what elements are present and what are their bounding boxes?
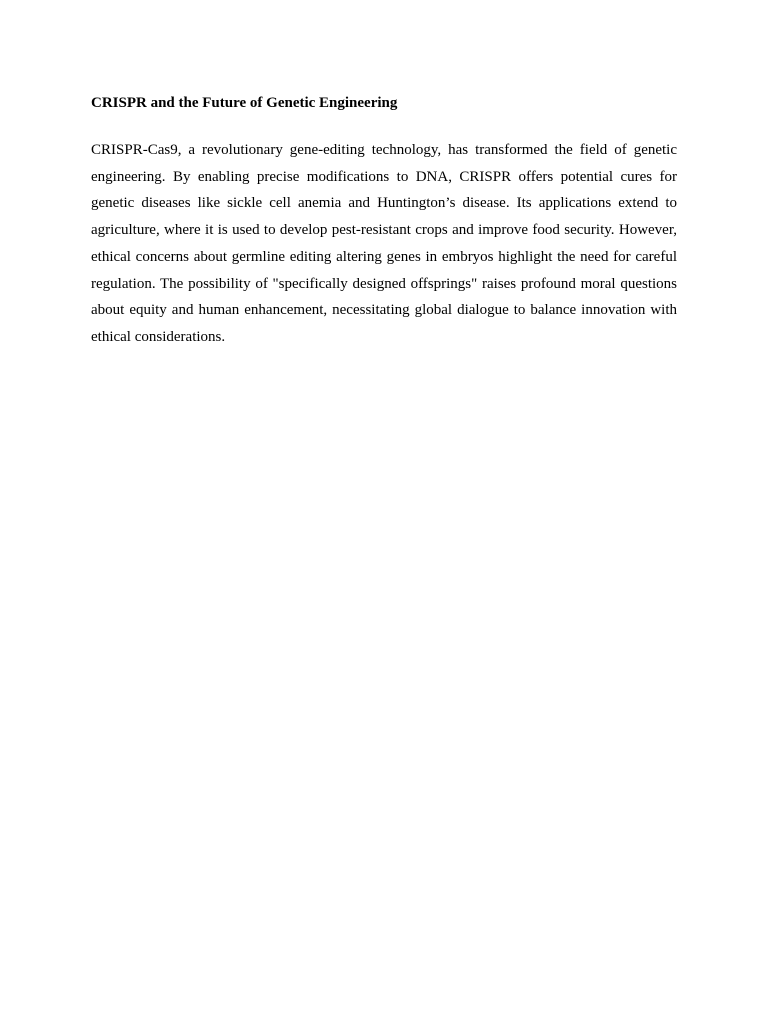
body-paragraph: CRISPR-Cas9, a revolutionary gene-editing technology, has transformed the field of genetic engineering. By enabling precise modifications to DNA, CRISPR offers potential cures for genetic diseases like sickle cell anemia and Huntington’s disease. Its applications extend to agriculture, where it is used to develop pest-resistant crops and improve food security. However, ethical concerns about germline editing altering genes in embryos highlight the need for careful regulation. The possibility of "specifically designed offsprings" raises profound moral questions about equity and human enhancement, necessitating global dialogue to balance innovation with ethical considerations.	[91, 142, 677, 345]
document-content	[91, 93, 677, 351]
document-title: CRISPR and the Future of Genetic Engineering	[91, 95, 398, 111]
